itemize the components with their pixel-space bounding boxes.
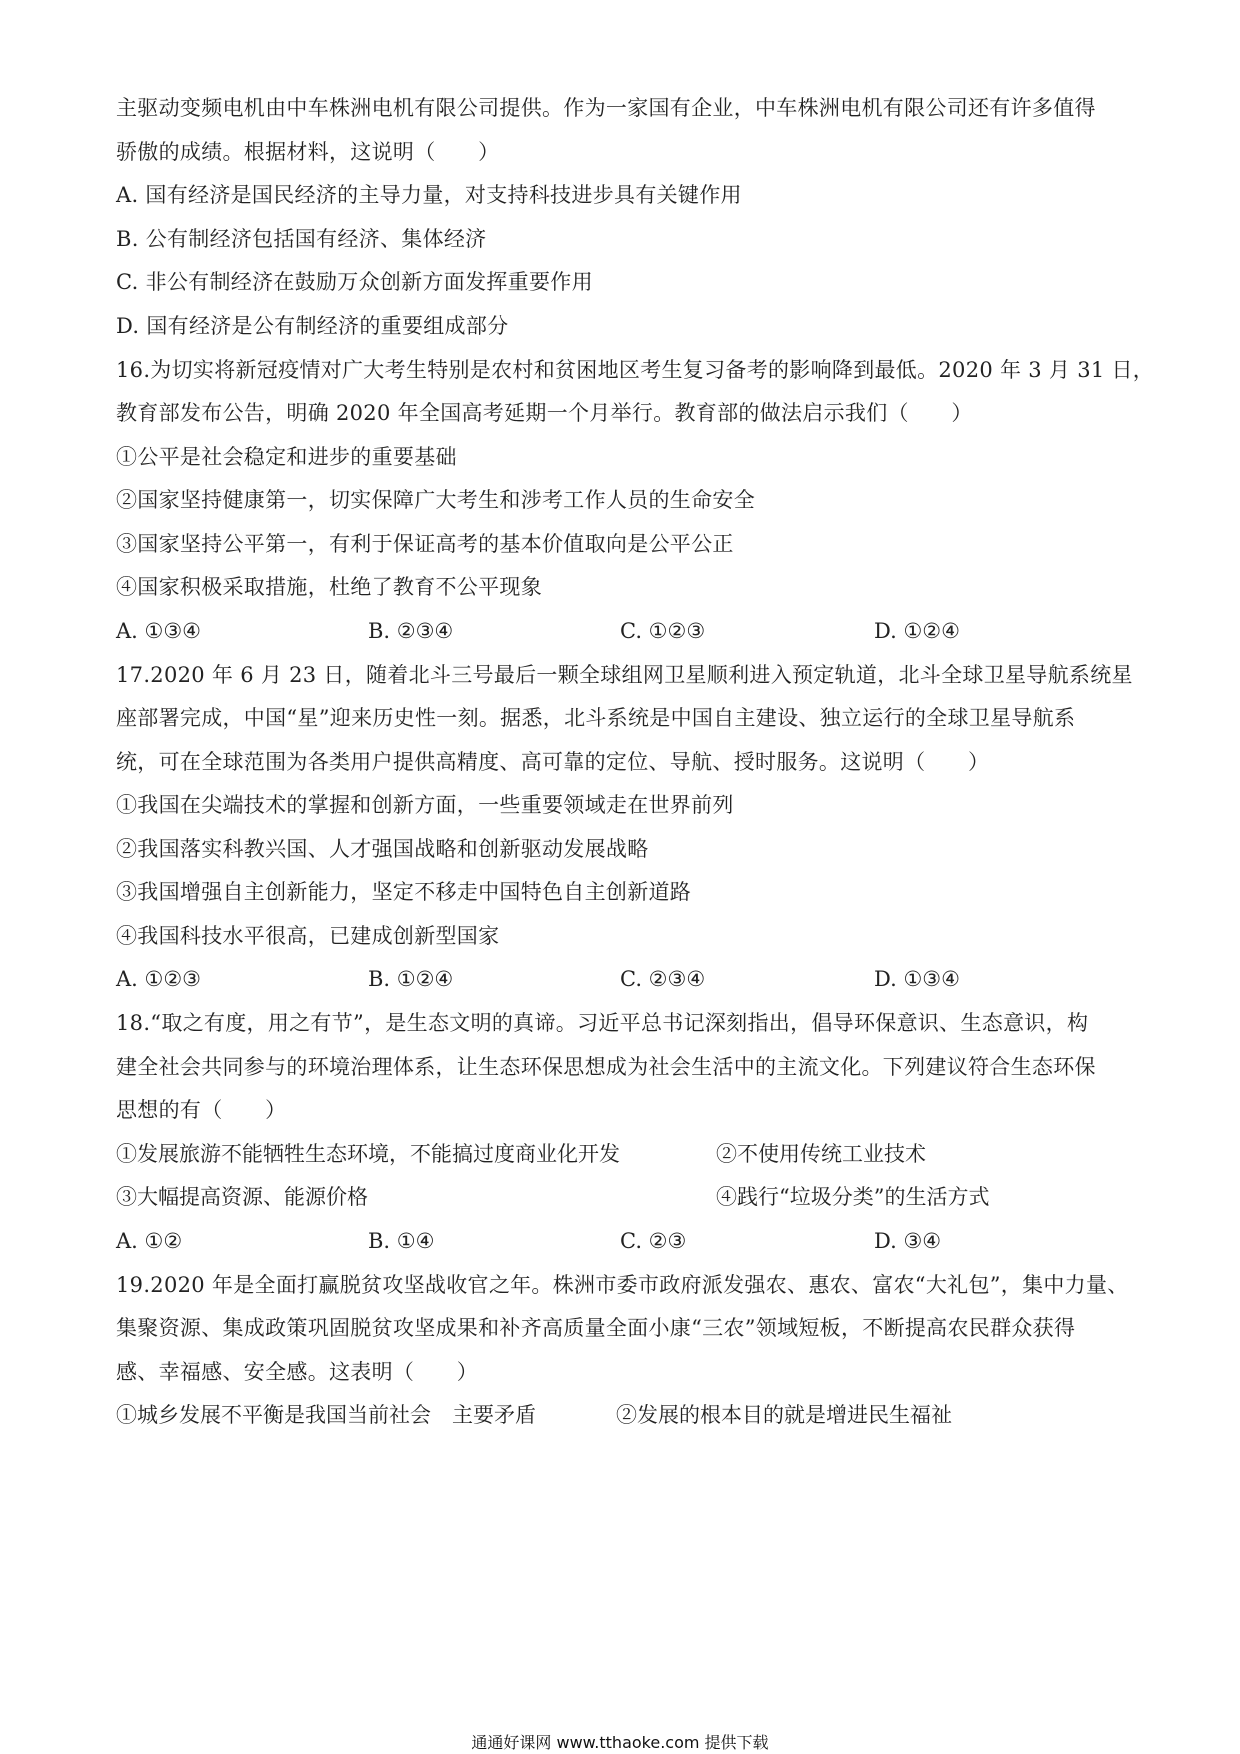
- q18-option-c: C. ②③: [620, 1229, 687, 1253]
- q19-stem-line1: 19.2020 年是全面打赢脱贫攻坚战收官之年。株洲市委市政府派发强农、惠农、富农“大礼包”，集中力量、: [116, 1273, 1129, 1297]
- q17-item-1: ①我国在尖端技术的掌握和创新方面，一些重要领域走在世界前列: [116, 793, 734, 817]
- q16-option-a: A. ①③④: [116, 619, 201, 643]
- q16-item-2: ②国家坚持健康第一，切实保障广大考生和涉考工作人员的生命安全: [116, 488, 755, 512]
- q19-item-2: ②发展的根本目的就是增进民生福祉: [616, 1403, 952, 1427]
- q16-option-b: B. ②③④: [368, 619, 454, 643]
- q15-option-b: B. 公有制经济包括国有经济、集体经济: [116, 227, 487, 251]
- q17-stem-line2: 座部署完成，中国“星”迎来历史性一刻。据悉，北斗系统是中国自主建设、独立运行的全球卫星导航系: [116, 706, 1076, 730]
- q18-stem-line1: 18.“取之有度，用之有节”，是生态文明的真谛。习近平总书记深刻指出，倡导环保意识、生态意识，构: [116, 1011, 1089, 1035]
- q15-option-d: D. 国有经济是公有制经济的重要组成部分: [116, 314, 509, 338]
- q17-item-2: ②我国落实科教兴国、人才强国战略和创新驱动发展战略: [116, 837, 649, 861]
- q17-item-4: ④我国科技水平很高，已建成创新型国家: [116, 924, 500, 948]
- q16-option-c: C. ①②③: [620, 619, 706, 643]
- q18-item-1: ①发展旅游不能牺牲生态环境，不能搞过度商业化开发: [116, 1142, 620, 1166]
- q18-option-b: B. ①④: [368, 1229, 435, 1253]
- q18-option-a: A. ①②: [116, 1229, 183, 1253]
- q15-option-a: A. 国有经济是国民经济的主导力量，对支持科技进步具有关键作用: [116, 183, 742, 207]
- q17-item-3: ③我国增强自主创新能力，坚定不移走中国特色自主创新道路: [116, 880, 692, 904]
- q18-option-d: D. ③④: [874, 1229, 942, 1253]
- q16-item-4: ④国家积极采取措施，杜绝了教育不公平现象: [116, 575, 542, 599]
- q17-option-a: A. ①②③: [116, 967, 201, 991]
- q18-stem-line3: 思想的有（ ）: [116, 1098, 287, 1122]
- q18-stem-line2: 建全社会共同参与的环境治理体系，让生态环保思想成为社会生活中的主流文化。下列建议符合生态环保: [116, 1055, 1096, 1079]
- q18-item-3: ③大幅提高资源、能源价格: [116, 1185, 368, 1209]
- q17-option-c: C. ②③④: [620, 967, 706, 991]
- q19-item-1: ①城乡发展不平衡是我国当前社会 主要矛盾: [116, 1403, 536, 1427]
- q16-item-3: ③国家坚持公平第一，有利于保证高考的基本价值取向是公平公正: [116, 532, 734, 556]
- q16-item-1: ①公平是社会稳定和进步的重要基础: [116, 445, 457, 469]
- q19-stem-line3: 感、幸福感、安全感。这表明（ ）: [116, 1360, 479, 1384]
- q15-option-c: C. 非公有制经济在鼓励万众创新方面发挥重要作用: [116, 270, 593, 294]
- q15-stem-line1: 主驱动变频电机由中车株洲电机有限公司提供。作为一家国有企业，中车株洲电机有限公司还有许多值得: [116, 96, 1096, 120]
- q18-item-4: ④践行“垃圾分类”的生活方式: [716, 1185, 990, 1209]
- q17-option-d: D. ①③④: [874, 967, 960, 991]
- q16-stem-line1: 16.为切实将新冠疫情对广大考生特别是农村和贫困地区考生复习备考的影响降到最低。2020 年 3 月 31 日，: [116, 358, 1155, 382]
- q18-item-2: ②不使用传统工业技术: [716, 1142, 926, 1166]
- q17-option-b: B. ①②④: [368, 967, 454, 991]
- q16-option-d: D. ①②④: [874, 619, 960, 643]
- q17-stem-line3: 统，可在全球范围为各类用户提供高精度、高可靠的定位、导航、授时服务。这说明（ ）: [116, 750, 990, 774]
- q19-stem-line2: 集聚资源、集成政策巩固脱贫攻坚成果和补齐高质量全面小康“三农”领域短板，不断提高农民群众获得: [116, 1316, 1076, 1340]
- q16-stem-line2: 教育部发布公告，明确 2020 年全国高考延期一个月举行。教育部的做法启示我们（ ）: [116, 401, 973, 425]
- q15-stem-line2: 骄傲的成绩。根据材料，这说明（ ）: [116, 140, 500, 164]
- q17-stem-line1: 17.2020 年 6 月 23 日，随着北斗三号最后一颗全球组网卫星顺利进入预定轨道，北斗全球卫星导航系统星: [116, 663, 1133, 687]
- page-footer: 通通好课网 www.tthaoke.com 提供下载: [471, 1733, 769, 1752]
